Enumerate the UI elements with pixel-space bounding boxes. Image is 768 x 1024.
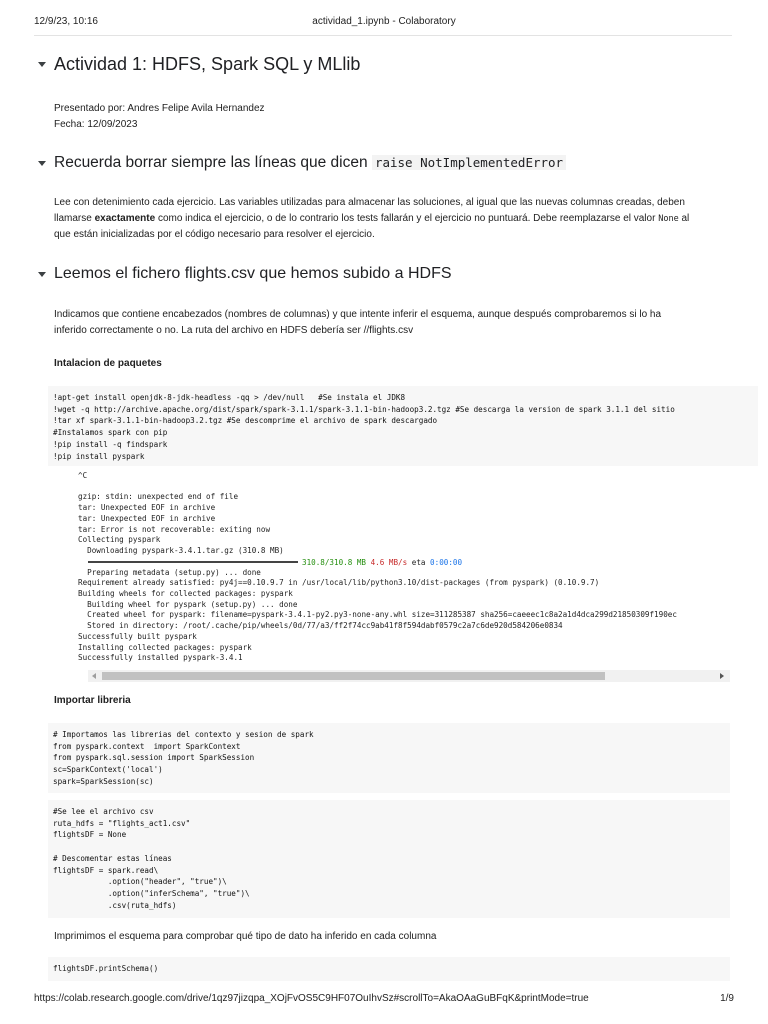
- print-url: https://colab.research.google.com/drive/1qz97jizqpa_XOjFvOS5C9HF07OuIhvSz#scrollTo=AkaOAaGuBFqK&printMode=true: [34, 993, 589, 1004]
- code-editor[interactable]: #Se lee el archivo csv ruta_hdfs = "flights_act1.csv" flightsDF = None # Descomentar estas líneas flightsDF = spark.read\ .option("header", "true")\ .option("inferSchema", "true")\ .csv(ruta_hdfs): [53, 807, 250, 910]
- print-date: 12/9/23, 10:16: [34, 16, 98, 27]
- import-label: Importar libreria: [54, 695, 131, 706]
- scroll-right-icon[interactable]: [720, 673, 724, 679]
- inline-code: raise NotImplementedError: [372, 155, 566, 170]
- instructions-line-3: que están inicializadas por el código necesario para resolver el ejercicio.: [54, 229, 375, 240]
- date-line: Fecha: 12/09/2023: [54, 119, 138, 130]
- print-page-number: 1/9: [720, 993, 734, 1004]
- section-heading-flights[interactable]: [38, 265, 452, 283]
- scroll-left-icon[interactable]: [92, 673, 96, 679]
- header-divider: [34, 35, 732, 36]
- instr-text: como indica el ejercicio, o de lo contrario los tests fallarán y el ejercicio no puntuará. Debe reemplazarse el valor: [157, 213, 656, 224]
- instr-text: al: [681, 213, 690, 224]
- progress-speed: 4.6 MB/s: [370, 557, 408, 567]
- download-progress: [78, 557, 730, 568]
- section-title: Actividad 1: HDFS, Spark SQL y MLlib: [54, 54, 361, 74]
- schema-text: Imprimimos el esquema para comprobar qué tipo de dato ha inferido en cada columna: [54, 931, 437, 942]
- progress-eta: 0:00:00: [430, 557, 463, 567]
- section-title-text: Recuerda borrar siempre las líneas que dicen: [54, 154, 368, 171]
- progress-size: 310.8/310.8 MB: [302, 557, 367, 567]
- section-heading-recuerda[interactable]: [38, 154, 566, 172]
- print-title: actividad_1.ipynb - Colaboratory: [312, 16, 456, 27]
- code-editor[interactable]: flightsDF.printSchema(): [53, 964, 159, 973]
- flights-intro-line-1: Indicamos que contiene encabezados (nombres de columnas) y que intente inferir el esquema, aunque después comprobaremos si lo ha: [54, 309, 662, 320]
- code-cell-print-schema[interactable]: [48, 957, 730, 981]
- code-editor[interactable]: # Importamos las librerias del contexto y sesion de spark from pyspark.context import SparkContext from pyspark.sql.session import SparkSession sc=SparkContext('local') spark=SparkSession(sc): [53, 730, 314, 786]
- collapse-caret-icon[interactable]: [38, 272, 46, 277]
- output-text: Preparing metadata (setup.py) ... done Requirement already satisfied: py4j==0.10.9.7 in /usr/local/lib/python3.10/dist-packages (from pyspark) (0.10.9.7) Building wheels for collected packages: pyspark Building wheel for pyspark (setup.py) ... done Created wheel for pyspark: filename=pyspark-3.4.1-py2.py3-none-any.whl size=311285387 sha256=caeeec1c8a2a1d4dca299d21850309f190ec Stored in directory: /root/.cache/pip/wheels/0d/77/a3/ff2f74cc9ab41f8f594dabf0579c2a7c6de920d584206e0834 Successfully built pyspark Installing collected packages: pyspark Successfully installed pyspark-3.4.1: [78, 567, 677, 663]
- code-cell-install[interactable]: [48, 386, 758, 466]
- code-cell-import[interactable]: [48, 723, 730, 793]
- flights-intro-line-2: inferido correctamente o no. La ruta del archivo en HDFS debería ser //flights.csv: [54, 325, 414, 336]
- output-text: ^C gzip: stdin: unexpected end of file tar: Unexpected EOF in archive tar: Unexpected EOF in archive tar: Error is not recoverable: exiting now Collecting pyspark Downloading pyspark-3.4.1.tar.gz (310.8 MB): [78, 471, 284, 555]
- scrollbar-thumb[interactable]: [102, 672, 605, 680]
- instructions-line-2: [54, 211, 689, 228]
- output-horizontal-scrollbar[interactable]: [88, 670, 730, 682]
- progress-bar: [88, 561, 298, 563]
- code-editor[interactable]: !apt-get install openjdk-8-jdk-headless -qq > /dev/null #Se instala el JDK8 !wget -q http://archive.apache.org/dist/spark/spark-3.1.1/spark-3.1.1-bin-hadoop3.2.tgz #Se descarga la version de spark 3.1.1 del sitio !tar xf spark-3.1.1-bin-hadoop3.2.tgz #Se descomprime el archivo de spark descargado #Instalamos spark con pip !pip install -q findspark !pip install pyspark: [53, 393, 675, 461]
- install-label: Intalacion de paquetes: [54, 358, 162, 369]
- section-title: Leemos el fichero flights.csv que hemos subido a HDFS: [54, 265, 452, 282]
- section-heading-actividad[interactable]: [38, 54, 360, 75]
- instructions-line-1: Lee con detenimiento cada ejercicio. Las variables utilizadas para almacenar las soluciones, al igual que las nuevas columnas creadas, deben: [54, 197, 685, 208]
- author-line: Presentado por: Andres Felipe Avila Hernandez: [54, 103, 265, 114]
- instr-code: None: [658, 214, 679, 224]
- section-title: [54, 154, 566, 172]
- cell-output-install: [78, 471, 730, 664]
- progress-eta-label: eta: [411, 557, 426, 567]
- instr-text: llamarse: [54, 213, 92, 224]
- instr-bold: exactamente: [94, 213, 156, 224]
- collapse-caret-icon[interactable]: [38, 62, 46, 67]
- collapse-caret-icon[interactable]: [38, 161, 46, 166]
- code-cell-read-csv[interactable]: [48, 800, 730, 918]
